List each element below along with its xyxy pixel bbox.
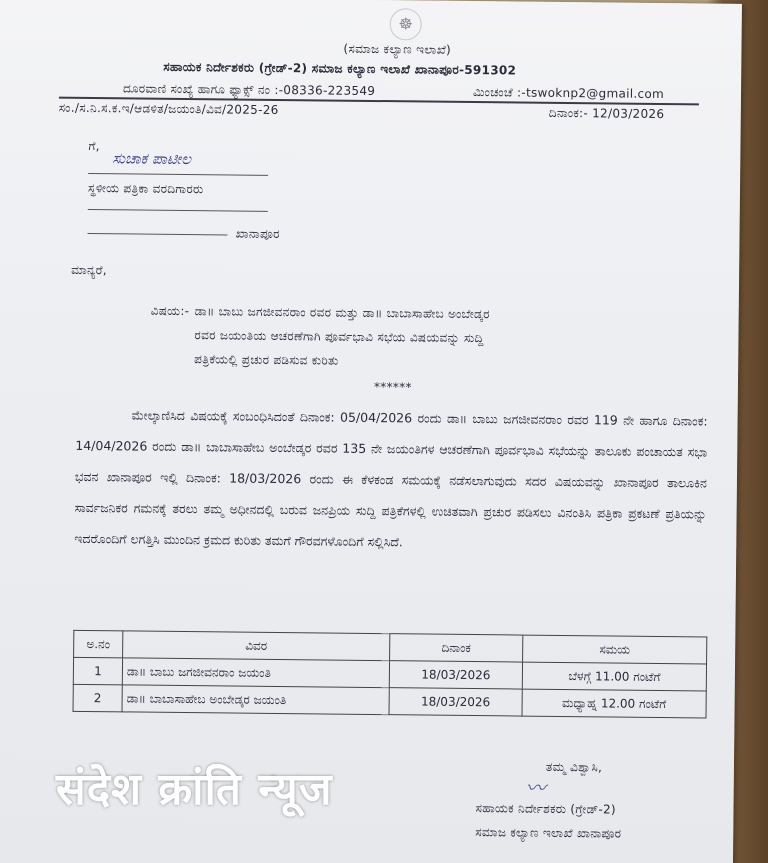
- handwritten-recipient: ಸುಚಾಕ ಪಾಟೀಲ: [112, 149, 191, 169]
- recipient-underline: [88, 173, 268, 176]
- table-cell: 18/03/2026: [389, 688, 522, 716]
- office-name: ಸಹಾಯಕ ನಿರ್ದೇಶಕರು (ಗ್ರೇಡ್-2) ಸಮಾಜ ಕಲ್ಯಾಣ ಇಲಾಖೆ ಖಾನಾಪೂರ-591302: [163, 59, 517, 78]
- table-cell: ಡಾ॥ ಬಾಬು ಜಗಜೀವನರಾಂ ಜಯಂತಿ: [122, 658, 389, 688]
- table-cell: ಡಾ॥ ಬಾಬಾಸಾಹೇಬ ಅಂಬೇಡ್ಕರ ಜಯಂತಿ: [122, 685, 389, 715]
- recipient-place: ಖಾನಾಪೂರ: [235, 226, 280, 242]
- recipient-title: ಸ್ಥಳೀಯ ಪತ್ರಿಕಾ ವರದಿಗಾರರು: [87, 180, 204, 197]
- subject-line: ಪತ್ರಿಕೆಯಲ್ಲಿ ಪ್ರಚುರ ಪಡಿಸುವ ಕುರಿತು: [194, 352, 339, 368]
- department-name: (ಸಮಾಜ ಕಲ್ಯಾಣ ಇಲಾಖೆ): [343, 41, 452, 57]
- table-row: [73, 684, 706, 718]
- schedule-table: [73, 630, 708, 719]
- table-cell: ಬೆಳಗ್ಗೆ 11.00 ಗಂಟೆಗೆ: [522, 662, 706, 691]
- signatory-designation: ಸಹಾಯಕ ನಿರ್ದೇಶಕರು (ಗ್ರೇಡ್-2): [475, 801, 617, 817]
- blank-line: [88, 209, 268, 212]
- column-header: ವಿವರ: [123, 631, 390, 661]
- closing-yours: ತಮ್ಮ ವಿಶ್ವಾಸಿ,: [545, 759, 603, 775]
- salutation: ಮಾನ್ಯರೆ,: [71, 262, 108, 278]
- table-cell: 18/03/2026: [389, 661, 522, 689]
- signatory-office: ಸಮಾಜ ಕಲ್ಯಾಣ ಇಲಾಖೆ ಖಾನಾಪೂರ: [475, 825, 622, 841]
- column-header: ಸಮಯ: [523, 635, 707, 664]
- table-cell: ಮಧ್ಯಾಹ್ನ 12.00 ಗಂಟೆಗೆ: [522, 689, 706, 718]
- subject-line: ಡಾ॥ ಬಾಬು ಜಗಜೀವನರಾಂ ರವರ ಮತ್ತು ಡಾ॥ ಬಾಬಾಸಾಹೇಬ ಅಂಬೇಡ್ಕರ: [194, 304, 490, 322]
- column-header: ಅ.ನಂ: [74, 630, 123, 658]
- body-text: ಮೇಲ್ಕಾಣಿಸಿದ ವಿಷಯಕ್ಕೆ ಸಂಬಂಧಿಸಿದಂತೆ ದಿನಾಂಕ: 05/04/2026 ರಂದು ಡಾ॥ ಬಾಬು ಜಗಜೀವನರಾಂ ರವರ 119 ನೇ ಹಾಗೂ ದಿನಾಂಕ: 14/04/2026 ರಂದು ಡಾ॥ ಬಾಬಾಸಾಹೇಬ ಅಂಬೇಡ್ಕರ ರವರ 135 ನೇ ಜಯಂತಿಗಳ ಆಚರಣೆಗಾಗಿ ಪೂರ್ವಭಾವಿ ಸಭೆಯನ್ನು ತಾಲೂಕು ಪಂಚಾಯತ ಸಭಾ ಭವನ ಖಾನಾಪೂರ ಇಲ್ಲಿ ದಿನಾಂಕ: 18/03/2026 ರಂದು ಈ ಕೆಳಕಂಡ ಸಮಯಕ್ಕೆ ನಡೆಸಲಾಗುವುದು ಸದರ ವಿಷಯವನ್ನು ಖಾನಾಪೂರ ತಾಲೂಕಿನ ಸಾರ್ವಜನಿಕರ ಗಮನಕ್ಕೆ ತರಲು ತಮ್ಮ ಅಧೀನದಲ್ಲಿ ಬರುವ ಜನಪ್ರಿಯ ಸುದ್ದಿ ಪತ್ರಿಕೆಗಳಲ್ಲಿ ಉಚಿತವಾಗಿ ಪ್ರಚುರ ಪಡಿಸಲು ವಿನಂತಿಸಿ ಪತ್ರಿಕಾ ಪ್ರಕಟಣೆ ಪ್ರತಿಯನ್ನು ಇದರೊಂದಿಗೆ ಲಗತ್ತಿಸಿ ಮುಂದಿನ ಕ್ರಮದ ಕುರಿತು ತಮಗೆ ಗೌರವಗಳೊಂದಿಗೆ ಸಲ್ಲಿಸಿದೆ.: [74, 407, 708, 550]
- news-watermark: संदेश क्रांति न्यूज: [56, 764, 333, 815]
- body-paragraph: [74, 399, 708, 561]
- reference-number: ಸಂ./ಸ.ನಿ.ಸ.ಕ.ಇ/ಆಡಳಿತ/ಜಯಂತಿ/ವಿವ/2025-26: [58, 100, 279, 117]
- letter-date: ದಿನಾಂಕ:- 12/03/2026: [548, 105, 665, 122]
- table-cell: 1: [73, 657, 122, 685]
- table-cell: 2: [73, 684, 122, 712]
- divider-stars: ******: [373, 380, 412, 395]
- signature-mark: 〰: [525, 775, 546, 800]
- subject-line: ರವರ ಜಯಂತಿಯ ಆಚರಣೆಗಾಗಿ ಪೂರ್ವಭಾವಿ ಸಭೆಯ ವಿಷಯವನ್ನು ಸುದ್ದಿ: [194, 328, 484, 346]
- to-label: ಗೆ,: [88, 138, 100, 154]
- column-header: ದಿನಾಂಕ: [390, 634, 523, 662]
- subject-label: ವಿಷಯ:-: [150, 303, 190, 319]
- government-emblem-icon: ☸: [390, 8, 422, 40]
- email-address: ಮಿಂಚಂಚೆ :-tswoknp2@gmail.com: [472, 85, 665, 102]
- blank-line: [88, 233, 228, 235]
- phone-fax: ದೂರವಾಣಿ ಸಂಖ್ಯೆ ಹಾಗೂ ಫ್ಯಾಕ್ಸ್ ನಂ :-08336-223549: [122, 81, 376, 98]
